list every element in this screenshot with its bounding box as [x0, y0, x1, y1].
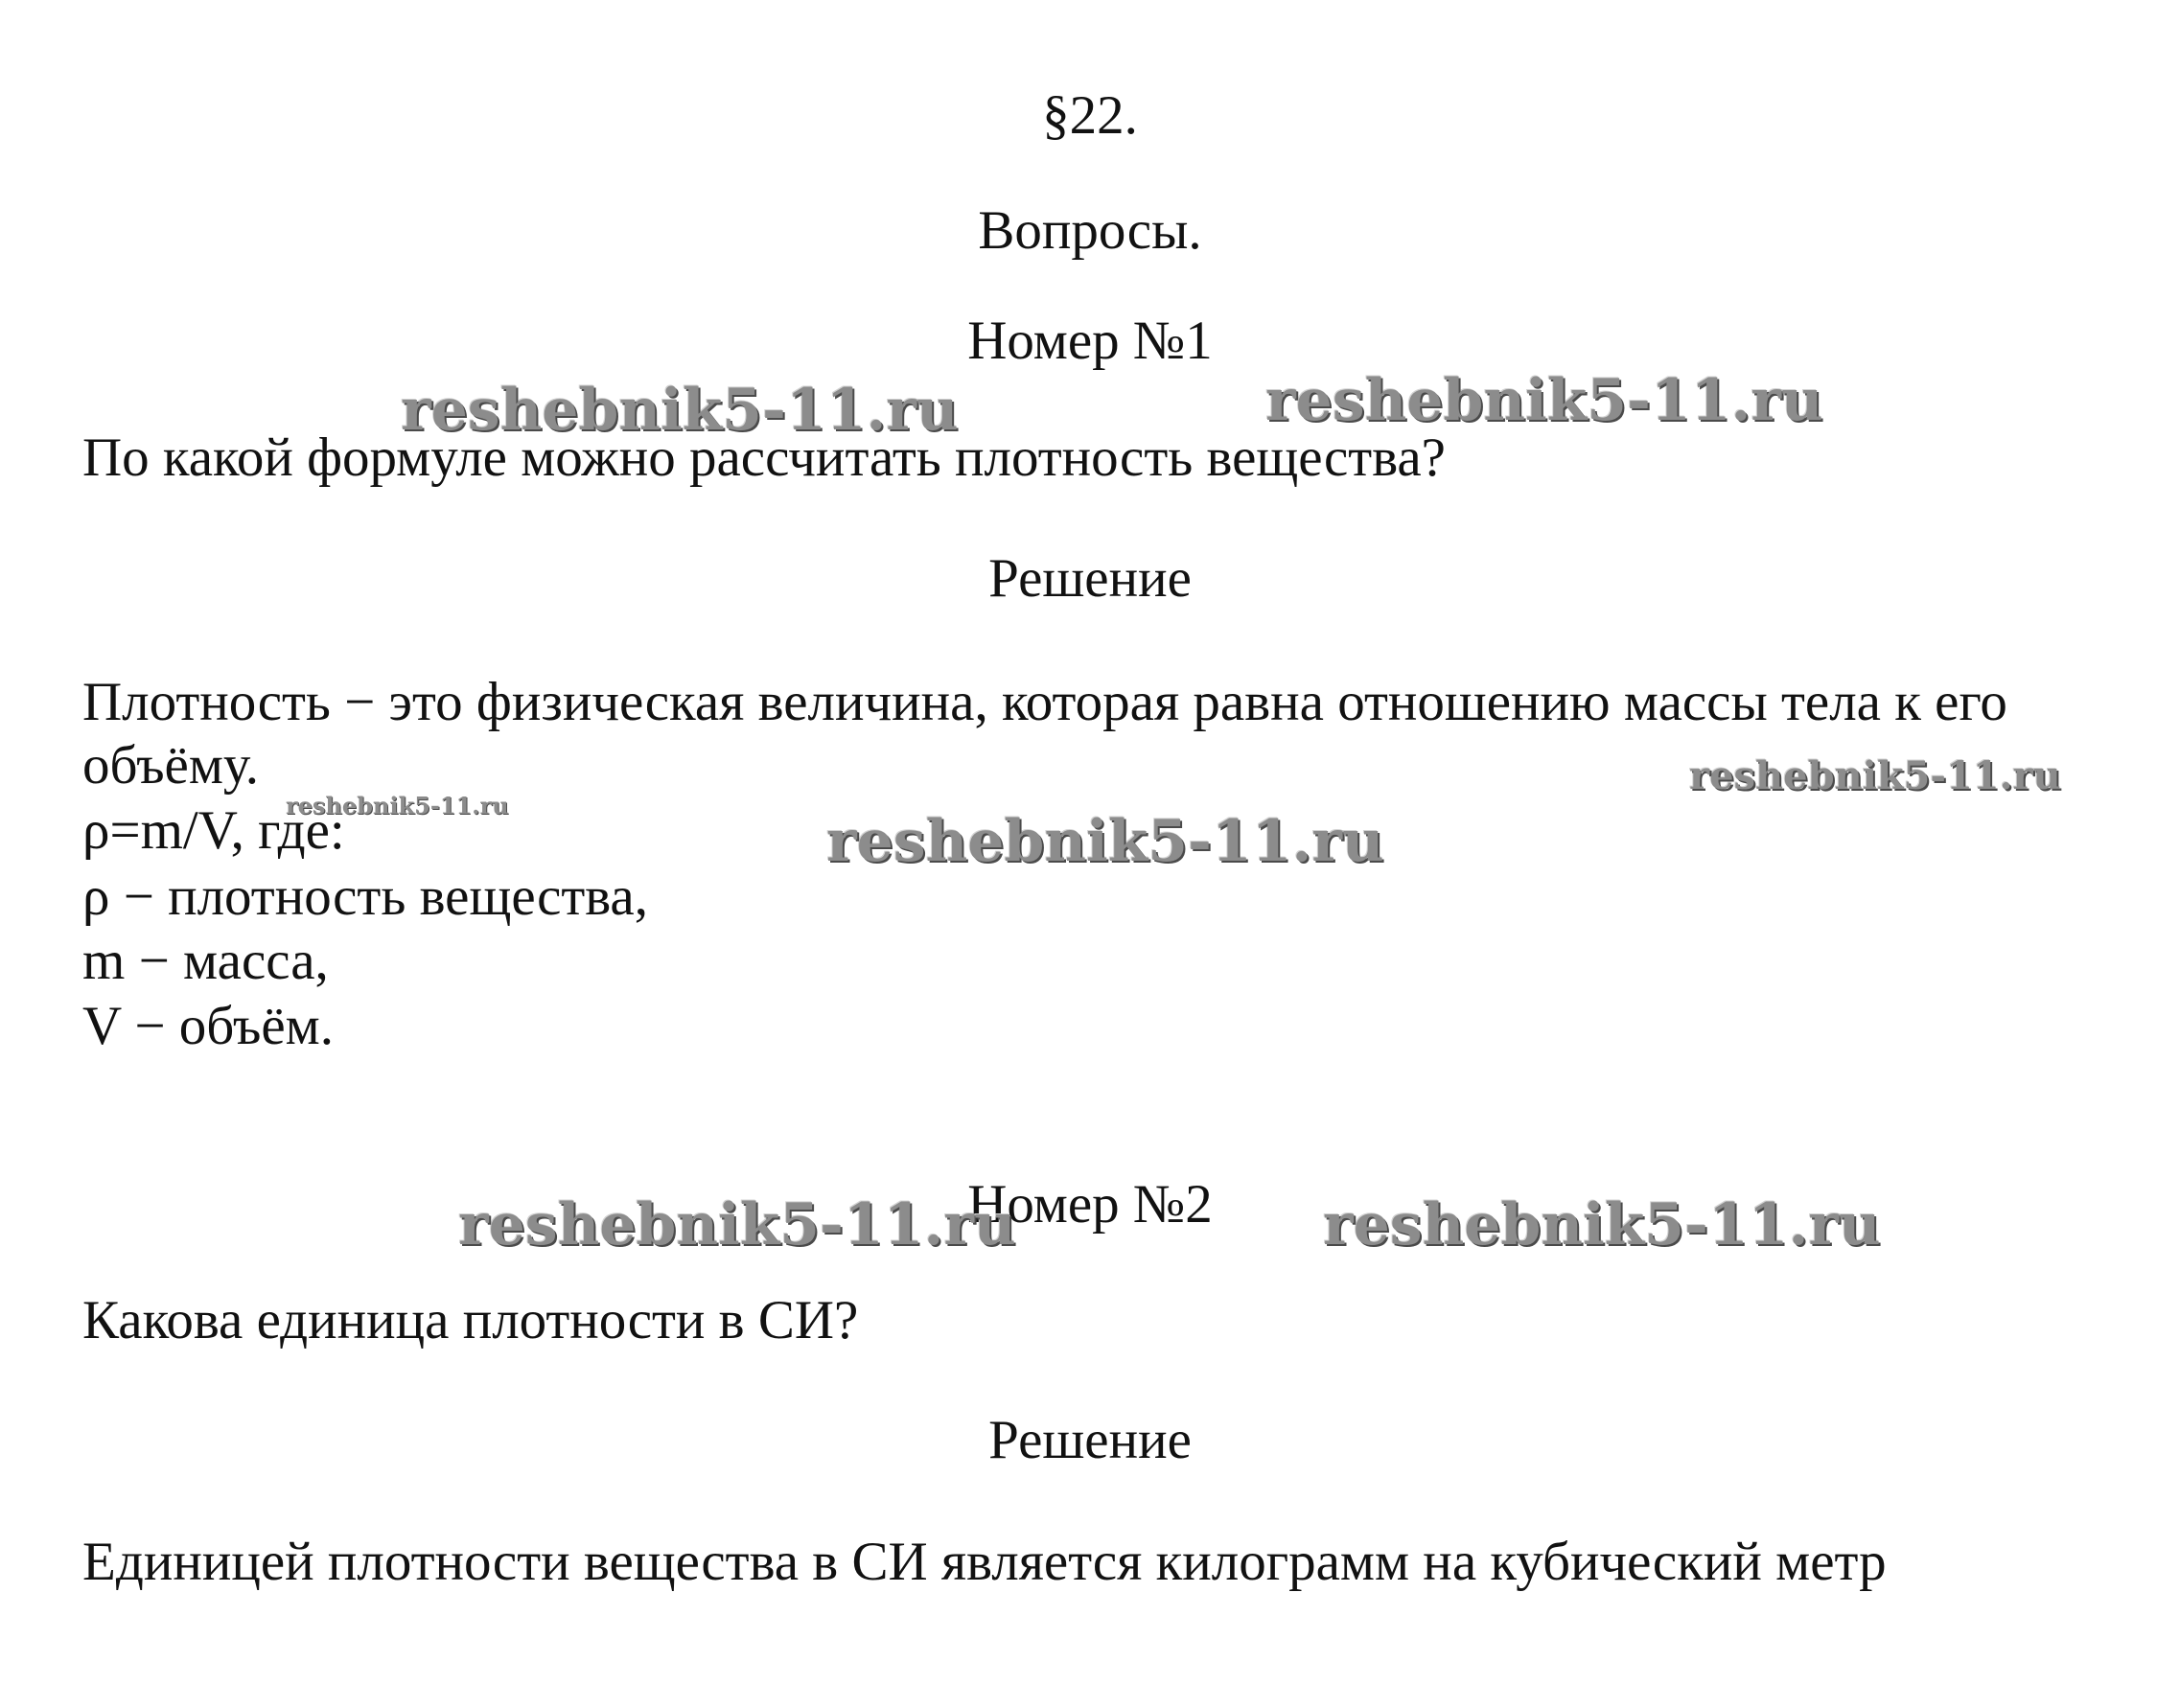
watermark: reshebnik5-11.ru: [286, 792, 509, 819]
watermark: reshebnik5-11.ru: [401, 377, 959, 444]
watermark: reshebnik5-11.ru: [1689, 753, 2061, 798]
problem-1-rho-definition: ρ − плотность вещества,: [82, 866, 648, 927]
problem-2-solution-line-1: Единицей плотности вещества в СИ является килограмм на кубический метр: [82, 1532, 1887, 1592]
watermark: reshebnik5-11.ru: [1323, 1191, 1881, 1258]
problem-2-solution-heading: Решение: [988, 1410, 1192, 1470]
problem-1-number: Номер №1: [967, 311, 1213, 371]
problem-1-formula-line: ρ=m/V, где:: [82, 800, 345, 861]
problem-2-question: Какова единица плотности в СИ?: [82, 1290, 859, 1350]
section-title: Вопросы.: [978, 200, 1202, 261]
problem-1-m-definition: m − масса,: [82, 931, 329, 991]
problem-1-solution-heading: Решение: [988, 548, 1192, 609]
watermark: reshebnik5-11.ru: [826, 808, 1384, 875]
problem-1-v-definition: V − объём.: [82, 996, 334, 1056]
watermark: reshebnik5-11.ru: [1265, 367, 1823, 434]
paragraph-number: §22.: [1042, 85, 1138, 146]
problem-1-solution-line-1: Плотность − это физическая величина, которая равна отношению массы тела к его: [82, 672, 2007, 732]
problem-1-solution-line-2: объёму.: [82, 735, 259, 796]
problem-1-question: По какой формуле можно рассчитать плотность вещества?: [82, 427, 1446, 488]
problem-2-number: Номер №2: [967, 1174, 1213, 1235]
watermark: reshebnik5-11.ru: [458, 1191, 1016, 1258]
